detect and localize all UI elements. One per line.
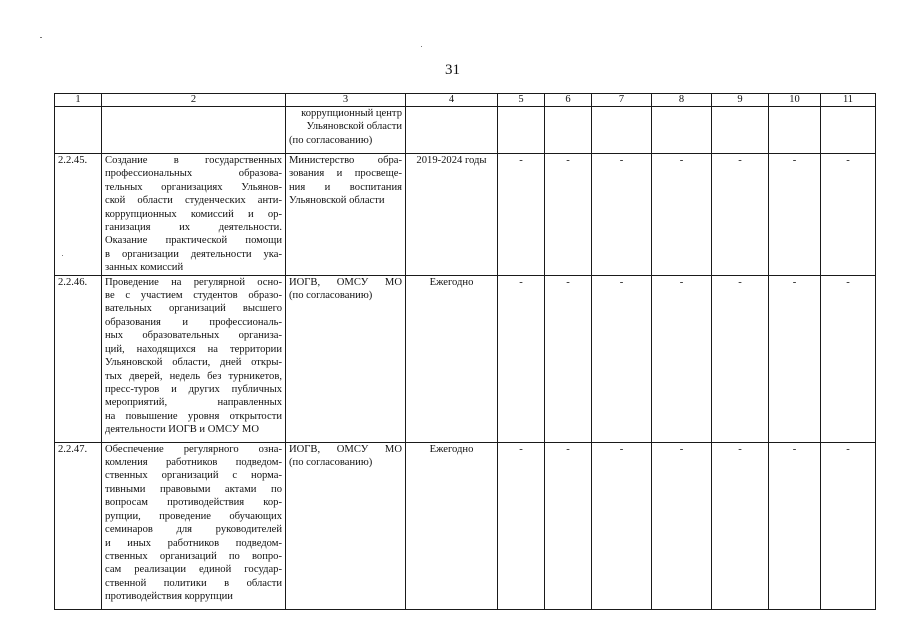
- table-row: [55, 154, 876, 276]
- executor-line: (по согласованию): [289, 290, 373, 302]
- description-line: ственных организаций с норма-: [105, 470, 282, 482]
- description-line: занных комиссий: [105, 262, 184, 274]
- description-line: Обеспечение регулярного озна-: [105, 443, 282, 455]
- table-row: [55, 275, 876, 442]
- description-line: тивными правовыми актами по: [105, 483, 282, 495]
- description-line: вопросам противодействия кор-: [105, 497, 282, 509]
- description-line: противодействия коррупции: [105, 591, 233, 603]
- value-cell: -: [712, 275, 769, 442]
- executor-line: ИОГВ, ОМСУ МО: [289, 443, 402, 455]
- description-line: Ульяновской области, дней откры-: [105, 357, 282, 369]
- table-row: [55, 442, 876, 609]
- value-cell: -: [769, 275, 821, 442]
- value-cell: [712, 107, 769, 154]
- row-number: 2.2.47.: [55, 442, 102, 609]
- description-line: ве с участием студентов образо-: [105, 290, 282, 302]
- term-cell: Ежегодно: [406, 275, 498, 442]
- column-header: 8: [652, 94, 712, 107]
- description-line: ственных организаций по вопро-: [105, 550, 282, 562]
- column-header: 10: [769, 94, 821, 107]
- executor-line: Ульяновской области: [289, 195, 385, 207]
- value-cell: -: [821, 154, 876, 276]
- value-cell: -: [498, 154, 545, 276]
- executor-line: (по согласованию): [289, 134, 373, 146]
- value-cell: -: [821, 442, 876, 609]
- description-line: коррупционных комиссий и ор-: [105, 208, 282, 220]
- description-line: ных образовательных организа-: [105, 330, 282, 342]
- description-line: ций, находящихся на территории: [105, 343, 282, 355]
- description-line: в организации деятельности ука-: [105, 248, 282, 260]
- description-cell: [102, 275, 286, 442]
- executor-line: (по согласованию): [289, 457, 373, 469]
- executor-cell: [286, 154, 406, 276]
- term-cell: Ежегодно: [406, 442, 498, 609]
- description-cell: [102, 442, 286, 609]
- column-header: 9: [712, 94, 769, 107]
- column-header: 1: [55, 94, 102, 107]
- description-line: образования и профессиональ-: [105, 316, 282, 328]
- description-line: на повышение уровня открытости: [105, 410, 282, 422]
- column-number-row: [55, 94, 876, 107]
- measures-table: [54, 93, 876, 610]
- value-cell: -: [821, 275, 876, 442]
- description-cell: [102, 107, 286, 154]
- value-cell: [545, 107, 592, 154]
- description-line: и иных работников подведом-: [105, 537, 282, 549]
- executor-cell: [286, 275, 406, 442]
- executor-line: ния и воспитания: [289, 181, 402, 193]
- value-cell: -: [592, 275, 652, 442]
- value-cell: -: [545, 275, 592, 442]
- value-cell: [821, 107, 876, 154]
- executor-line: Министерство обра-: [289, 155, 402, 166]
- value-cell: -: [592, 154, 652, 276]
- description-line: пресс-туров и других публичных: [105, 383, 282, 395]
- description-line: мероприятий, направленных: [105, 397, 282, 409]
- value-cell: -: [545, 442, 592, 609]
- description-line: комления работников подведом-: [105, 457, 282, 469]
- value-cell: -: [652, 442, 712, 609]
- description-line: ской области студенческих анти-: [105, 195, 282, 207]
- row-number: 2.2.45.: [55, 154, 102, 276]
- description-line: Проведение на регулярной осно-: [105, 276, 282, 288]
- value-cell: -: [498, 442, 545, 609]
- row-number: 2.2.46.: [55, 275, 102, 442]
- value-cell: -: [712, 442, 769, 609]
- description-line: тых дверей, недель без турникетов,: [105, 370, 282, 382]
- description-line: ственной политики в области: [105, 577, 282, 589]
- value-cell: [592, 107, 652, 154]
- value-cell: [652, 107, 712, 154]
- value-cell: -: [545, 154, 592, 276]
- description-line: тельных организациях Ульянов-: [105, 181, 282, 193]
- description-cell: [102, 154, 286, 276]
- executor-line: Ульяновской области: [306, 121, 402, 133]
- column-header: 6: [545, 94, 592, 107]
- value-cell: [769, 107, 821, 154]
- executor-line: коррупционный центр: [301, 108, 402, 119]
- scan-speck: [40, 37, 42, 38]
- description-line: рупции, проведение обучающих: [105, 510, 282, 522]
- executor-cell: [286, 107, 406, 154]
- value-cell: -: [498, 275, 545, 442]
- executor-line: зования и просвеще-: [289, 168, 402, 180]
- value-cell: -: [652, 275, 712, 442]
- column-header: 11: [821, 94, 876, 107]
- value-cell: -: [712, 154, 769, 276]
- description-line: ганизация их деятельности.: [105, 222, 282, 234]
- value-cell: -: [592, 442, 652, 609]
- column-header: 5: [498, 94, 545, 107]
- value-cell: -: [769, 154, 821, 276]
- page-number: 31: [445, 62, 460, 78]
- column-header: 7: [592, 94, 652, 107]
- description-line: профессиональных образова-: [105, 168, 282, 180]
- value-cell: -: [652, 154, 712, 276]
- column-header: 4: [406, 94, 498, 107]
- executor-cell: [286, 442, 406, 609]
- description-line: Оказание практической помощи: [105, 235, 282, 247]
- column-header: 2: [102, 94, 286, 107]
- description-line: семинаров для руководителей: [105, 524, 282, 536]
- description-line: вательных организаций высшего: [105, 303, 282, 315]
- term-cell: [406, 107, 498, 154]
- scan-speck: [421, 46, 422, 47]
- term-cell: 2019-2024 годы: [406, 154, 498, 276]
- description-line: деятельности ИОГВ и ОМСУ МО: [105, 424, 259, 436]
- value-cell: -: [769, 442, 821, 609]
- value-cell: [498, 107, 545, 154]
- description-line: сам реализации единой государ-: [105, 564, 282, 576]
- column-header: 3: [286, 94, 406, 107]
- continuation-row: [55, 107, 876, 154]
- executor-line: ИОГВ, ОМСУ МО: [289, 276, 402, 288]
- description-line: Создание в государственных: [105, 155, 282, 166]
- number-cell: [55, 107, 102, 154]
